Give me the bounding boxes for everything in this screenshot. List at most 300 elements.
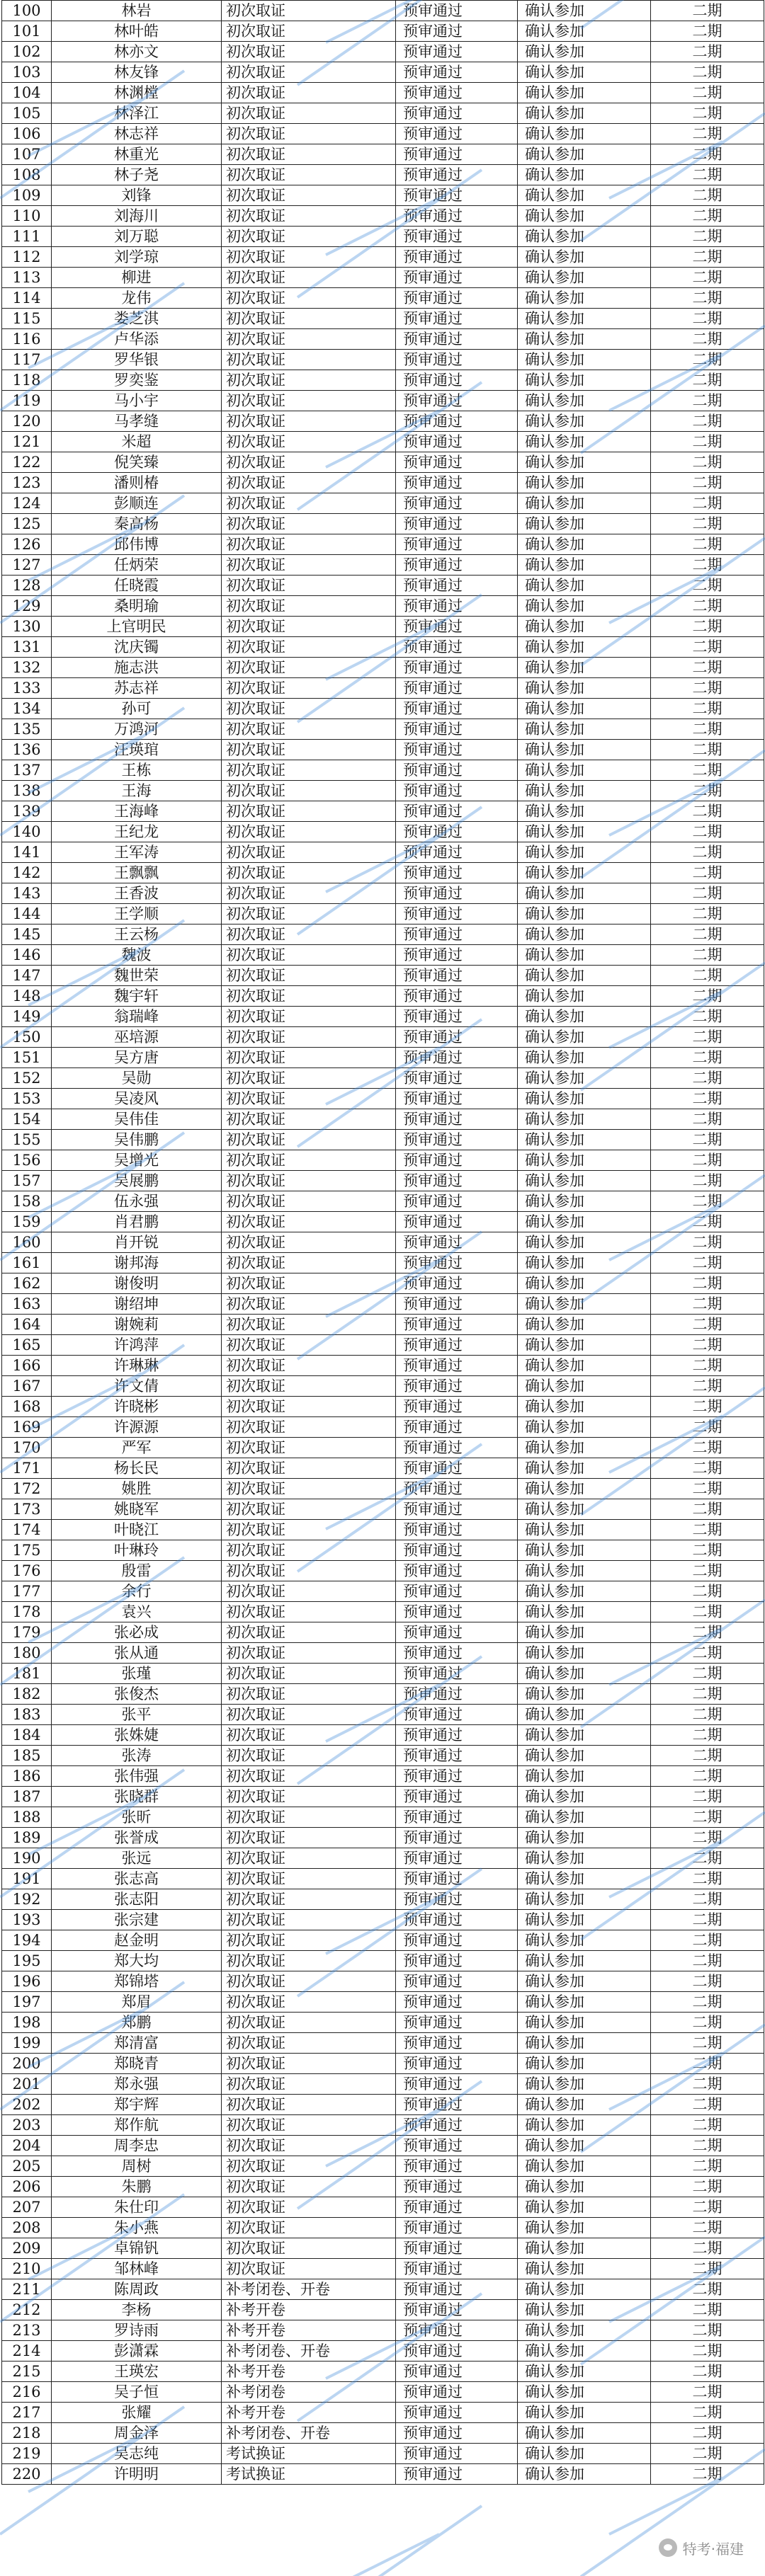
row-confirm: 确认参加 [518,1910,651,1930]
table-row [2,268,764,288]
table-row [2,1191,764,1212]
row-confirm: 确认参加 [518,534,651,555]
table-row [2,1828,764,1848]
table-row [2,1746,764,1766]
table-row [2,391,764,411]
row-review: 预审通过 [396,1766,518,1787]
row-index: 114 [2,288,52,309]
table-row [2,21,764,42]
row-review: 预审通过 [396,2403,518,2423]
row-category: 初次取证 [222,637,396,658]
row-category: 初次取证 [222,1068,396,1089]
row-confirm: 确认参加 [518,1828,651,1848]
row-review: 预审通过 [396,1212,518,1232]
roster-body [2,1,764,2485]
row-category: 初次取证 [222,904,396,925]
table-row [2,2300,764,2320]
row-confirm: 确认参加 [518,883,651,904]
row-review: 预审通过 [396,1479,518,1499]
row-period: 二期 [651,637,764,658]
row-period: 二期 [651,1356,764,1376]
row-period: 二期 [651,42,764,62]
row-name: 马小宇 [52,391,222,411]
row-confirm: 确认参加 [518,1581,651,1602]
row-name: 林岩 [52,1,222,21]
table-row [2,1232,764,1253]
row-confirm: 确认参加 [518,596,651,617]
row-category: 初次取证 [222,2238,396,2259]
row-name: 倪笑臻 [52,452,222,473]
row-index: 170 [2,1438,52,1458]
row-index: 196 [2,1971,52,1992]
row-index: 122 [2,452,52,473]
table-row [2,1027,764,1048]
row-period: 二期 [651,760,764,781]
row-name: 吴志纯 [52,2444,222,2464]
table-row [2,1130,764,1150]
row-review: 预审通过 [396,1992,518,2013]
table-row [2,42,764,62]
row-name: 谢婉莉 [52,1315,222,1335]
row-period: 二期 [651,1253,764,1273]
row-category: 初次取证 [222,719,396,740]
row-index: 101 [2,21,52,42]
row-confirm: 确认参加 [518,1027,651,1048]
table-row [2,1273,764,1294]
row-review: 预审通过 [396,473,518,493]
roster-table [1,0,764,2485]
row-period: 二期 [651,1212,764,1232]
row-review: 预审通过 [396,1807,518,1828]
row-category: 初次取证 [222,1951,396,1971]
row-period: 二期 [651,1232,764,1253]
row-category: 初次取证 [222,801,396,822]
row-index: 103 [2,62,52,83]
table-row [2,534,764,555]
row-review: 预审通过 [396,2136,518,2156]
row-category: 初次取证 [222,83,396,103]
table-row [2,1499,764,1520]
row-category: 初次取证 [222,2177,396,2197]
row-review: 预审通过 [396,1787,518,1807]
row-period: 二期 [651,1109,764,1130]
row-category: 初次取证 [222,473,396,493]
row-review: 预审通过 [396,2177,518,2197]
row-name: 卢华添 [52,329,222,350]
row-review: 预审通过 [396,1294,518,1315]
row-period: 二期 [651,288,764,309]
row-name: 王海峰 [52,801,222,822]
row-name: 郑晓青 [52,2054,222,2074]
row-name: 施志洪 [52,658,222,678]
row-review: 预审通过 [396,596,518,617]
row-period: 二期 [651,227,764,247]
row-category: 补考闭卷 [222,2382,396,2403]
row-name: 吴凌风 [52,1089,222,1109]
table-row [2,1725,764,1746]
row-name: 郑大均 [52,1951,222,1971]
row-category: 初次取证 [222,1212,396,1232]
row-index: 132 [2,658,52,678]
row-review: 预审通过 [396,309,518,329]
row-index: 140 [2,822,52,842]
table-row [2,2423,764,2444]
row-review: 预审通过 [396,2259,518,2279]
table-row [2,1007,764,1027]
table-row [2,2136,764,2156]
row-period: 二期 [651,658,764,678]
row-confirm: 确认参加 [518,1150,651,1171]
row-category: 初次取证 [222,514,396,534]
row-confirm: 确认参加 [518,1951,651,1971]
row-review: 预审通过 [396,514,518,534]
row-period: 二期 [651,1520,764,1540]
row-confirm: 确认参加 [518,1807,651,1828]
row-period: 二期 [651,596,764,617]
row-name: 娄芝淇 [52,309,222,329]
row-index: 161 [2,1253,52,1273]
row-name: 朱小燕 [52,2218,222,2238]
row-index: 174 [2,1520,52,1540]
row-confirm: 确认参加 [518,2464,651,2485]
row-index: 183 [2,1705,52,1725]
row-index: 117 [2,350,52,370]
row-period: 二期 [651,473,764,493]
row-review: 预审通过 [396,1458,518,1479]
table-row [2,2464,764,2485]
row-index: 128 [2,576,52,596]
row-confirm: 确认参加 [518,1335,651,1356]
row-name: 魏波 [52,945,222,966]
row-name: 任晓霞 [52,576,222,596]
table-row [2,1356,764,1376]
row-category: 初次取证 [222,1397,396,1417]
row-index: 102 [2,42,52,62]
row-name: 林渊樘 [52,83,222,103]
row-confirm: 确认参加 [518,1622,651,1643]
row-category: 初次取证 [222,288,396,309]
row-confirm: 确认参加 [518,801,651,822]
table-row [2,62,764,83]
row-period: 二期 [651,21,764,42]
row-review: 预审通过 [396,1109,518,1130]
row-category: 初次取证 [222,1602,396,1622]
row-period: 二期 [651,83,764,103]
row-review: 预审通过 [396,966,518,986]
row-category: 初次取证 [222,2156,396,2177]
table-row [2,555,764,576]
row-category: 初次取证 [222,1315,396,1335]
row-index: 187 [2,1787,52,1807]
row-category: 初次取证 [222,1889,396,1910]
row-index: 144 [2,904,52,925]
row-name: 巫培源 [52,1027,222,1048]
row-review: 预审通过 [396,1664,518,1684]
row-category: 初次取证 [222,1499,396,1520]
row-category: 初次取证 [222,1520,396,1540]
row-name: 许晓彬 [52,1397,222,1417]
table-row [2,2403,764,2423]
table-row [2,719,764,740]
row-period: 二期 [651,2320,764,2341]
row-name: 王栋 [52,760,222,781]
table-row [2,801,764,822]
row-index: 179 [2,1622,52,1643]
table-row [2,1438,764,1458]
row-period: 二期 [651,1376,764,1397]
row-confirm: 确认参加 [518,1376,651,1397]
row-review: 预审通过 [396,1027,518,1048]
row-category: 初次取证 [222,1335,396,1356]
row-confirm: 确认参加 [518,966,651,986]
row-period: 二期 [651,1787,764,1807]
row-name: 王学顺 [52,904,222,925]
row-period: 二期 [651,2259,764,2279]
row-category: 初次取证 [222,103,396,124]
row-category: 初次取证 [222,1150,396,1171]
table-row [2,1479,764,1499]
row-index: 135 [2,719,52,740]
row-index: 210 [2,2259,52,2279]
table-row [2,83,764,103]
row-category: 初次取证 [222,1232,396,1253]
table-row [2,247,764,268]
table-row [2,904,764,925]
row-period: 二期 [651,2054,764,2074]
row-name: 邱伟博 [52,534,222,555]
row-name: 严军 [52,1438,222,1458]
row-index: 119 [2,391,52,411]
row-period: 二期 [651,103,764,124]
row-name: 柳进 [52,268,222,288]
row-review: 预审通过 [396,1520,518,1540]
row-index: 202 [2,2095,52,2115]
row-name: 林志祥 [52,124,222,144]
row-category: 初次取证 [222,1130,396,1150]
row-index: 192 [2,1889,52,1910]
row-index: 160 [2,1232,52,1253]
row-index: 213 [2,2320,52,2341]
table-row [2,1602,764,1622]
row-name: 余行 [52,1581,222,1602]
row-name: 郑作航 [52,2115,222,2136]
row-confirm: 确认参加 [518,576,651,596]
row-review: 预审通过 [396,1417,518,1438]
row-name: 周金泽 [52,2423,222,2444]
row-index: 215 [2,2362,52,2382]
row-review: 预审通过 [396,2033,518,2054]
row-index: 112 [2,247,52,268]
row-index: 121 [2,432,52,452]
table-row [2,2362,764,2382]
row-index: 219 [2,2444,52,2464]
row-confirm: 确认参加 [518,370,651,391]
row-index: 127 [2,555,52,576]
row-period: 二期 [651,1602,764,1622]
table-row [2,1150,764,1171]
row-index: 216 [2,2382,52,2403]
row-review: 预审通过 [396,2156,518,2177]
row-name: 汪瑛琯 [52,740,222,760]
row-period: 二期 [651,329,764,350]
table-row [2,2013,764,2033]
table-row [2,945,764,966]
row-confirm: 确认参加 [518,1089,651,1109]
row-name: 张俊杰 [52,1684,222,1705]
row-index: 167 [2,1376,52,1397]
row-confirm: 确认参加 [518,144,651,165]
row-confirm: 确认参加 [518,1397,651,1417]
table-row [2,883,764,904]
row-period: 二期 [651,2403,764,2423]
row-review: 预审通过 [396,1089,518,1109]
row-index: 189 [2,1828,52,1848]
row-name: 肖君鹏 [52,1212,222,1232]
row-index: 100 [2,1,52,21]
row-period: 二期 [651,2238,764,2259]
row-period: 二期 [651,247,764,268]
row-review: 预审通过 [396,185,518,206]
row-confirm: 确认参加 [518,2279,651,2300]
table-row [2,2033,764,2054]
row-review: 预审通过 [396,2095,518,2115]
row-name: 郑锦塔 [52,1971,222,1992]
row-name: 郑眉 [52,1992,222,2013]
row-category: 初次取证 [222,432,396,452]
row-review: 预审通过 [396,1048,518,1068]
row-period: 二期 [651,1171,764,1191]
row-period: 二期 [651,1068,764,1089]
row-period: 二期 [651,1417,764,1438]
row-category: 初次取证 [222,576,396,596]
row-index: 156 [2,1150,52,1171]
row-review: 预审通过 [396,493,518,514]
row-period: 二期 [651,185,764,206]
row-category: 初次取证 [222,21,396,42]
row-period: 二期 [651,2279,764,2300]
row-period: 二期 [651,1027,764,1048]
row-category: 初次取证 [222,1766,396,1787]
row-category: 初次取证 [222,1191,396,1212]
row-review: 预审通过 [396,21,518,42]
table-row [2,411,764,432]
row-name: 马孝缝 [52,411,222,432]
row-period: 二期 [651,1766,764,1787]
row-review: 预审通过 [396,699,518,719]
row-category: 初次取证 [222,124,396,144]
table-row [2,740,764,760]
row-name: 伍永强 [52,1191,222,1212]
row-name: 许琳琳 [52,1356,222,1376]
row-period: 二期 [651,863,764,883]
row-review: 预审通过 [396,1397,518,1417]
row-index: 198 [2,2013,52,2033]
row-index: 154 [2,1109,52,1130]
row-review: 预审通过 [396,103,518,124]
row-confirm: 确认参加 [518,391,651,411]
row-category: 初次取证 [222,1253,396,1273]
row-confirm: 确认参加 [518,2033,651,2054]
row-category: 初次取证 [222,165,396,185]
row-category: 考试换证 [222,2464,396,2485]
row-name: 张志高 [52,1869,222,1889]
row-review: 预审通过 [396,1910,518,1930]
row-period: 二期 [651,144,764,165]
row-confirm: 确认参加 [518,2074,651,2095]
row-index: 193 [2,1910,52,1930]
row-confirm: 确认参加 [518,1232,651,1253]
row-index: 111 [2,227,52,247]
table-row [2,350,764,370]
row-index: 165 [2,1335,52,1356]
row-confirm: 确认参加 [518,2115,651,2136]
row-index: 159 [2,1212,52,1232]
table-row [2,1294,764,1315]
row-review: 预审通过 [396,925,518,945]
row-review: 预审通过 [396,904,518,925]
row-period: 二期 [651,781,764,801]
row-index: 145 [2,925,52,945]
row-index: 141 [2,842,52,863]
row-index: 118 [2,370,52,391]
row-name: 郑鹏 [52,2013,222,2033]
row-confirm: 确认参加 [518,1048,651,1068]
row-confirm: 确认参加 [518,2136,651,2156]
row-review: 预审通过 [396,945,518,966]
row-name: 张从通 [52,1643,222,1664]
table-row [2,1766,764,1787]
row-period: 二期 [651,1458,764,1479]
row-name: 张伟强 [52,1766,222,1787]
row-review: 预审通过 [396,2013,518,2033]
row-confirm: 确认参加 [518,288,651,309]
row-category: 初次取证 [222,493,396,514]
row-review: 预审通过 [396,555,518,576]
row-name: 吴勋 [52,1068,222,1089]
row-period: 二期 [651,514,764,534]
row-review: 预审通过 [396,658,518,678]
table-row [2,576,764,596]
row-review: 预审通过 [396,2320,518,2341]
row-name: 张宗建 [52,1910,222,1930]
row-category: 初次取证 [222,1910,396,1930]
table-row [2,1458,764,1479]
row-index: 136 [2,740,52,760]
row-review: 预审通过 [396,1007,518,1027]
row-confirm: 确认参加 [518,514,651,534]
row-review: 预审通过 [396,781,518,801]
row-index: 143 [2,883,52,904]
row-category: 初次取证 [222,62,396,83]
table-row [2,678,764,699]
row-index: 142 [2,863,52,883]
row-confirm: 确认参加 [518,21,651,42]
row-category: 初次取证 [222,1171,396,1191]
row-name: 谢绍坤 [52,1294,222,1315]
row-name: 吴增光 [52,1150,222,1171]
row-name: 刘锋 [52,185,222,206]
row-period: 二期 [651,1438,764,1458]
row-confirm: 确认参加 [518,2423,651,2444]
row-name: 万鸿河 [52,719,222,740]
row-category: 初次取证 [222,781,396,801]
table-row [2,2382,764,2403]
row-review: 预审通过 [396,1540,518,1561]
row-category: 初次取证 [222,1376,396,1397]
row-confirm: 确认参加 [518,1787,651,1807]
table-row [2,227,764,247]
row-review: 预审通过 [396,1930,518,1951]
